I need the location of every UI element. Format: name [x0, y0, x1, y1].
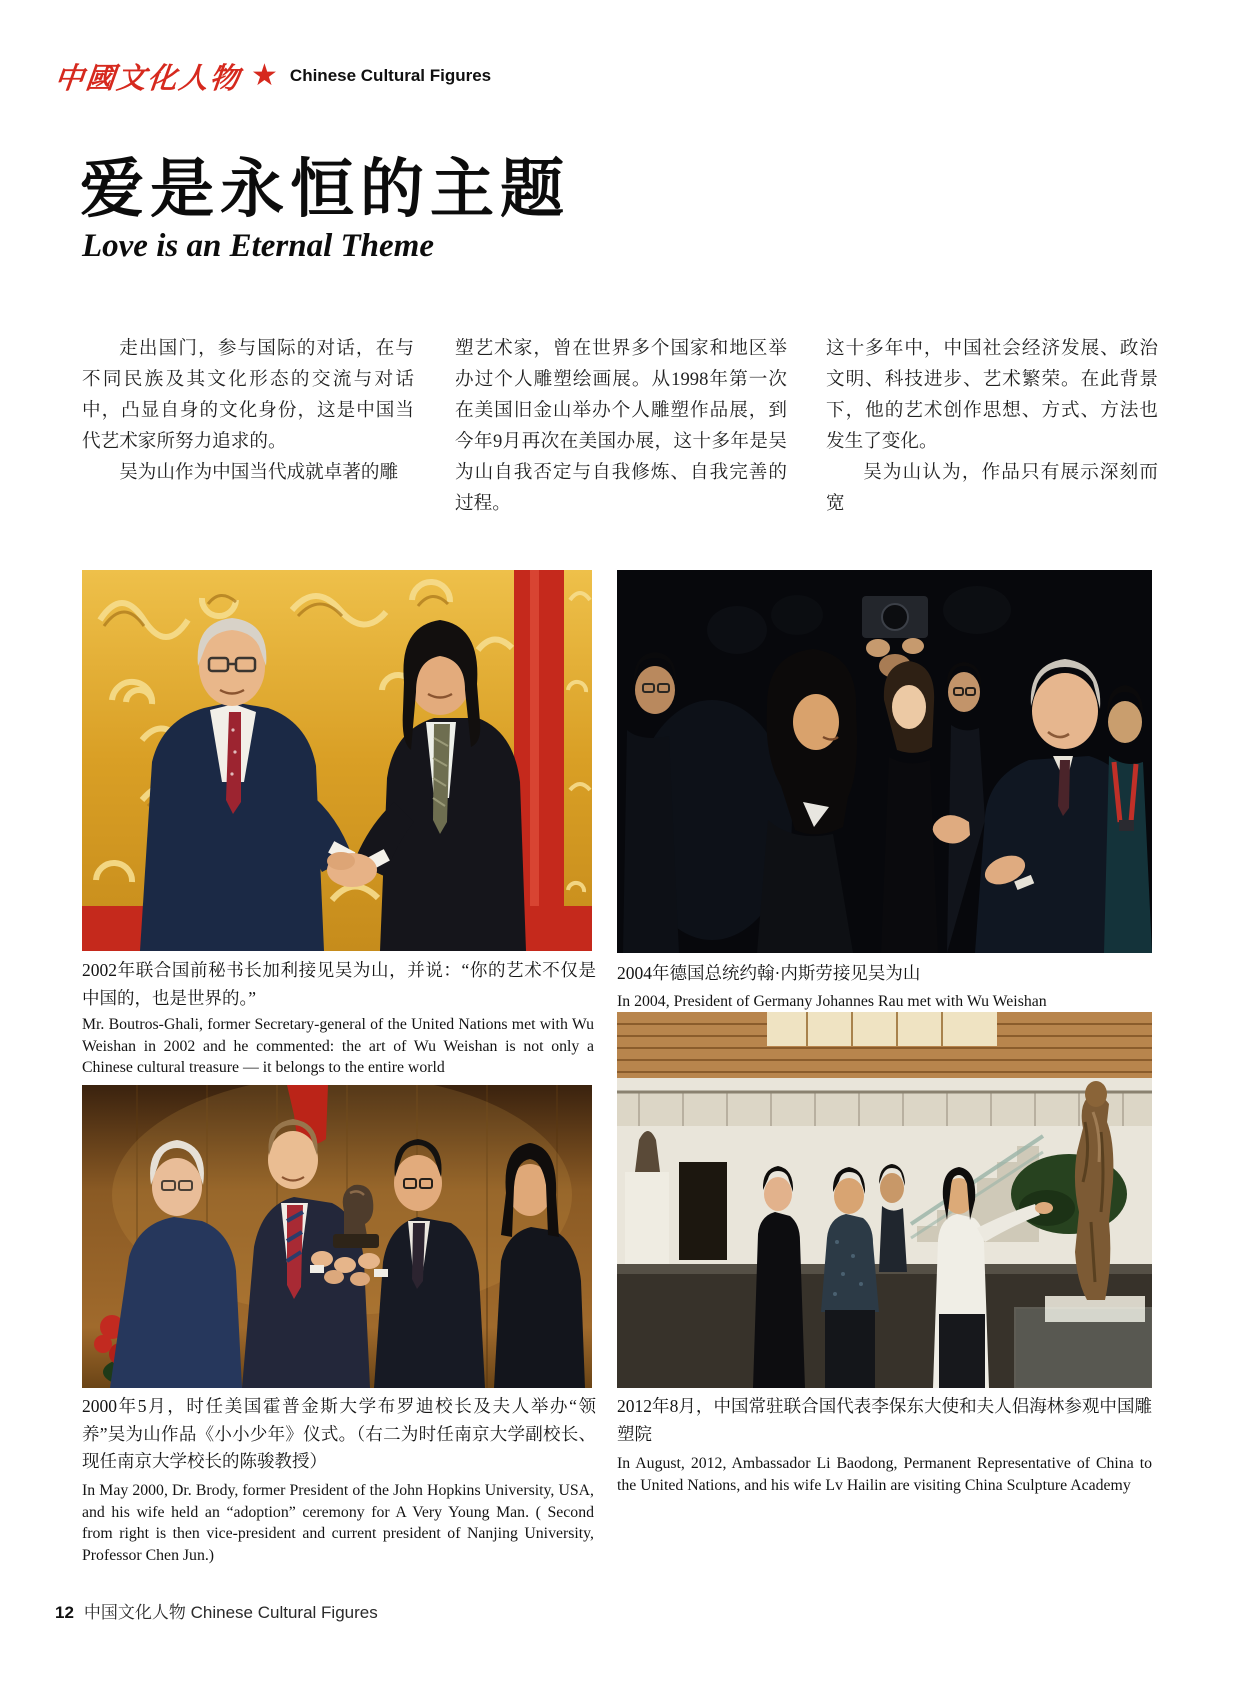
masthead-logo-english: Chinese Cultural Figures — [289, 66, 492, 85]
page-title-chinese: 爱是永恒的主题 — [80, 152, 570, 227]
photo-caption-chinese: 2002年联合国前秘书长加利接见吴为山，并说：“你的艺术不仅是中国的，也是世界的。” — [82, 960, 596, 1008]
body-paragraph: 吴为山认为，作品只有展示深刻而宽 — [826, 462, 1158, 514]
body-paragraph: 塑艺术家，曾在世界多个国家和地区举办过个人雕塑绘画展。从1998年第一次在美国旧金山举办个人雕塑作品展，到今年9月再次在美国办展，这十多年是吴为山自我否定与自我修炼、自我完善的过程。 — [455, 338, 787, 514]
photo-li-baodong-2012 — [617, 1012, 1152, 1388]
article-column-2 — [455, 333, 787, 519]
page-footer — [55, 1598, 378, 1623]
photo-caption-chinese: 2000年5月，时任美国霍普金斯大学布罗迪校长及夫人举办“领养”吴为山作品《小小少年》仪式。（右二为时任南京大学副校长、现任南京大学校长的陈骏教授） — [82, 1396, 596, 1471]
photo-illustration — [617, 570, 1152, 953]
body-paragraph: 这十多年中，中国社会经济发展、政治文明、科技进步、艺术繁荣。在此背景下，他的艺术创作思想、方式、方法也发生了变化。 — [826, 338, 1158, 452]
article-column-1 — [82, 333, 414, 488]
masthead-logo-chinese: 中國文化人物 — [53, 60, 243, 95]
photo-johannes-rau-2004 — [617, 570, 1152, 953]
photo-illustration — [82, 570, 592, 951]
photo-caption-chinese: 2012年8月，中国常驻联合国代表李保东大使和夫人侣海林参观中国雕塑院 — [617, 1396, 1152, 1444]
body-paragraph: 吴为山作为中国当代成就卓著的雕 — [119, 462, 399, 483]
photo-illustration — [82, 1085, 592, 1388]
red-star-icon: ★ — [251, 59, 278, 92]
photo-caption-english: In August, 2012, Ambassador Li Baodong, Permanent Representative of China to the United Nations, and his wife Lv Hailin are visiting China Sculpture Academy — [617, 1455, 1152, 1494]
photo-caption-english: In 2004, President of Germany Johannes Rau met with Wu Weishan — [617, 993, 1047, 1010]
photo-illustration — [617, 1012, 1152, 1388]
photo-boutros-ghali-2002 — [82, 570, 592, 951]
photo-caption-english: In May 2000, Dr. Brody, former President of the John Hopkins University, USA, and his wife held an “adoption” ceremony for A Very Young Man. ( Second from right is then vice-president and current president of Nanjing University, Professor Chen Jun.) — [82, 1482, 594, 1564]
page-title-english: Love is an Eternal Theme — [82, 228, 434, 264]
page-number: 12 — [55, 1603, 74, 1622]
photo-caption-english: Mr. Boutros-Ghali, former Secretary-general of the United Nations met with Wu Weishan in 2002 and he commented: the art of Wu Weishan is not only a Chinese cultural treasure — it belongs to the entire world — [82, 1016, 594, 1076]
body-paragraph: 走出国门，参与国际的对话，在与不同民族及其文化形态的交流与对话中，凸显自身的文化身份，这是中国当代艺术家所努力追求的。 — [82, 338, 414, 452]
article-column-3 — [826, 333, 1158, 519]
masthead — [55, 56, 491, 96]
photo-brody-adoption-2000 — [82, 1085, 592, 1388]
photo-caption-chinese: 2004年德国总统约翰·内斯劳接见吴为山 — [617, 963, 921, 983]
footer-text: 中国文化人物 Chinese Cultural Figures — [83, 1603, 378, 1622]
